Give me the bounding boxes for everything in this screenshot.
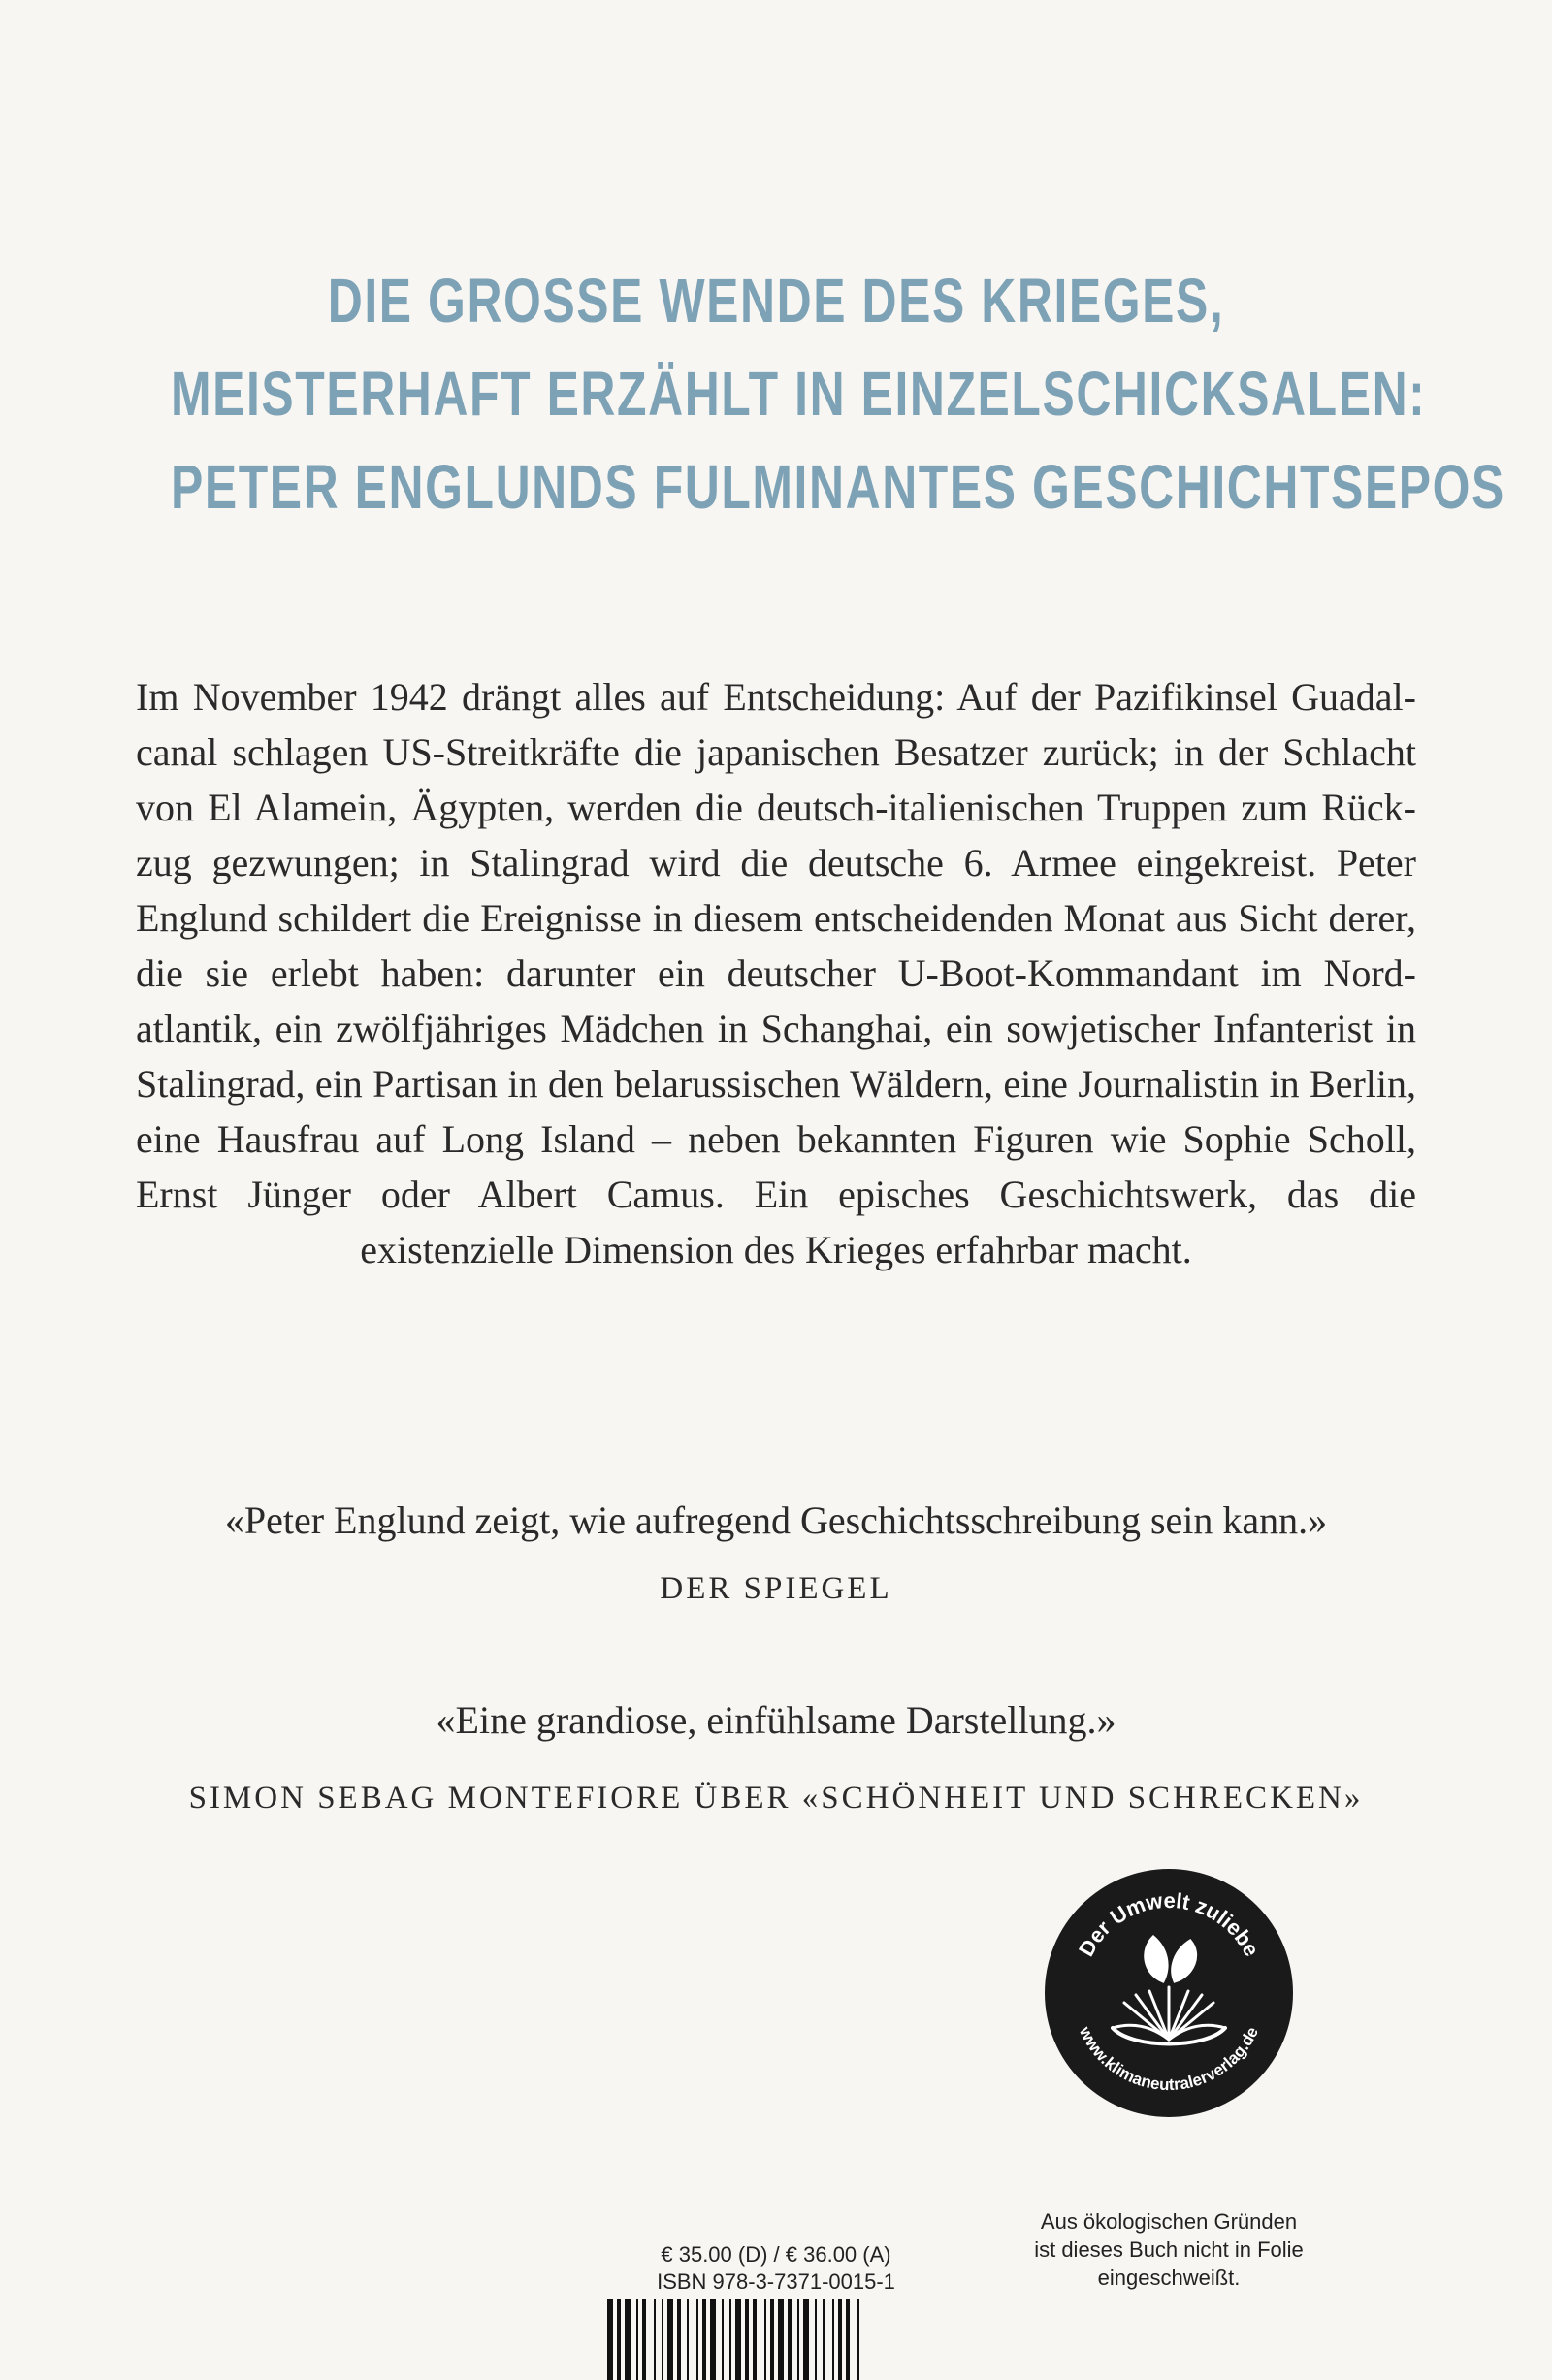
quote-spiegel: «Peter Englund zeigt, wie aufregend Geschichtsschreibung sein kann.» (224, 1498, 1328, 1542)
barcode-bar (642, 2299, 646, 2380)
barcode (603, 2299, 943, 2380)
barcode-bar (636, 2299, 638, 2380)
barcode-bar (654, 2299, 656, 2380)
barcode-bar (823, 2299, 824, 2380)
barcode-bar (838, 2299, 842, 2380)
barcode-bar (753, 2299, 757, 2380)
headline-line-3: PETER ENGLUNDS FULMINANTES GESCHICHTSEPOS (171, 452, 1505, 522)
eco-note-line: Aus ökologischen Gründen (1040, 2209, 1298, 2234)
quote-source-montefiore: SIMON SEBAG MONTEFIORE ÜBER «SCHÖNHEIT UND SCHRECKEN» (188, 1781, 1364, 1816)
eco-badge (1043, 1867, 1295, 2119)
barcode-bar (617, 2299, 621, 2380)
barcode-bar (677, 2299, 681, 2380)
eco-badge-top-text: Der Umwelt zuliebe (1073, 1887, 1265, 1961)
barcode-bar (710, 2299, 716, 2380)
eco-badge-bottom-text: www.klimaneutralerverlag.de (1075, 2023, 1263, 2095)
barcode-bar (625, 2299, 630, 2380)
barcode-bar (846, 2299, 850, 2380)
barcode-bar (735, 2299, 741, 2380)
barcode-bar (722, 2299, 724, 2380)
blurb-text: Im November 1942 drängt alles auf Entscheidung: Auf der Pazifikinsel Guadalcanal schlagen US-Streitkräfte die japanischen Besatzer zurück; in der Schlacht von El Alamein, Ägypten, werden die deutsch-italienischen Truppen zum Rückzug gezwungen; in Stalingrad wird die deutsche 6. Armee eingekreist. Peter Englund schildert die Ereignisse in diesem entscheidenden Monat aus Sicht derer, die sie erlebt haben: darunter ein deutscher U-Boot-Kommandant im Nordatlantik, ein zwölfjähriges Mädchen in Schanghai, ein sowjetischer Infanterist in Stalingrad, ein Partisan in den belarussischen Wäldern, eine Journalistin in Berlin, eine Hausfrau auf Long Island – neben bekannten Figuren wie Sophie Scholl, Ernst Jünger oder Albert Camus. Ein episches Geschichtswerk, das die existenzielle Dimension des Krieges erfahrbar macht. (136, 675, 1416, 1271)
eco-note-line: ist dieses Buch nicht in Folie (1034, 2237, 1304, 2262)
barcode-bar (797, 2299, 799, 2380)
quote-montefiore: «Eine grandiose, einfühlsame Darstellung.» (436, 1698, 1116, 1742)
barcode-bar (778, 2299, 784, 2380)
barcode-bar (729, 2299, 731, 2380)
quote-source-spiegel: DER SPIEGEL (660, 1571, 892, 1606)
barcode-bar (815, 2299, 817, 2380)
eco-note (999, 2207, 1339, 2292)
barcode-bar (702, 2299, 706, 2380)
barcode-bar (832, 2299, 834, 2380)
price-block (582, 2241, 970, 2296)
barcode-bar (857, 2299, 859, 2380)
price-line: € 35.00 (D) / € 36.00 (A) (661, 2242, 891, 2267)
barcode-bar (803, 2299, 809, 2380)
headline-line-1: DIE GROSSE WENDE DES KRIEGES, (327, 266, 1225, 336)
eco-note-line: eingeschweißt. (1097, 2266, 1241, 2290)
barcode-bar (667, 2299, 673, 2380)
headline-line-2: MEISTERHAFT ERZÄHLT IN EINZELSCHICKSALEN: (171, 359, 1427, 429)
isbn-line: ISBN 978-3-7371-0015-1 (657, 2269, 895, 2294)
barcode-bar (696, 2299, 698, 2380)
barcode-bar (764, 2299, 766, 2380)
barcode-bar (745, 2299, 749, 2380)
barcode-bar (607, 2299, 613, 2380)
barcode-bar (687, 2299, 689, 2380)
barcode-bar (788, 2299, 792, 2380)
barcode-bar (662, 2299, 663, 2380)
headline (0, 254, 1552, 533)
barcode-bar (770, 2299, 774, 2380)
